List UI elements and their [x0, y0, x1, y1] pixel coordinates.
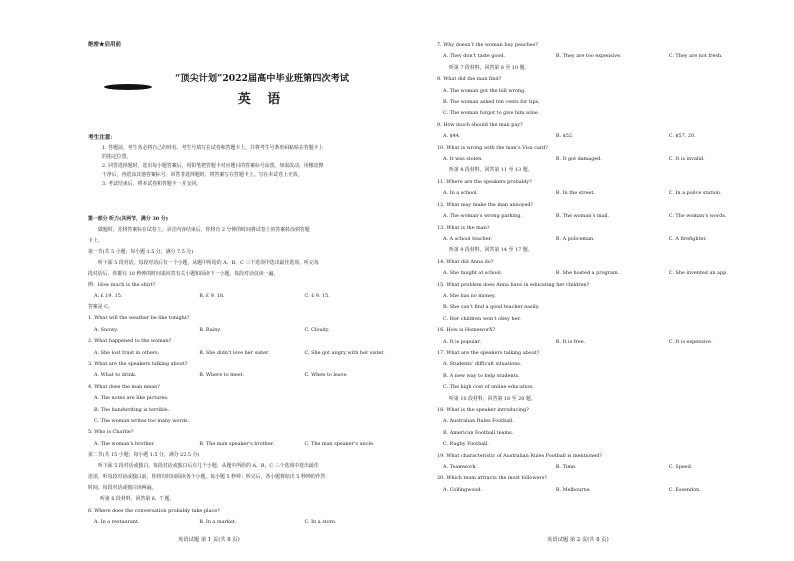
question-18-option: B. American Football teams. [443, 429, 514, 436]
option: A. Collingwood. [443, 486, 483, 493]
option: B. She didn’t love her sister. [199, 349, 270, 356]
question-11: 11. Where are the speakers probably? [437, 178, 532, 185]
option: B. $52. [555, 133, 574, 140]
instruction-line: 1. 答题前，考生务必将自己的姓名、考生号填写在试卷和答题卡上，并将考生号条形码粘贴在答题卡上 [102, 145, 324, 151]
option: B. Melbourne. [555, 486, 592, 493]
option: C. Essendon. [668, 486, 701, 493]
option: C. Speed. [668, 464, 693, 471]
option: C. The man speaker’s uncle. [304, 440, 375, 447]
exam-title: “顶尖计划”2022届高中毕业班第四次考试 [175, 73, 349, 84]
option: B. Time. [555, 464, 577, 471]
instruction-line: 3. 考试结束后，将本试卷和答题卡一并交回。 [102, 181, 202, 187]
question-12: 12. What may make the man annoyed? [437, 201, 534, 208]
listening-section [88, 214, 410, 529]
question-15-option: C. Her children won’t obey her. [443, 315, 521, 322]
question-8-option: A. The woman got the bill wrong. [443, 87, 526, 94]
option: A. She lost trust in others. [94, 349, 160, 356]
option: A. In a school. [443, 190, 479, 197]
option: A. Snowy. [94, 326, 118, 333]
question-13: 13. What is the man? [437, 224, 490, 231]
example-options [88, 291, 410, 302]
option: B. £ 9. 18. [199, 293, 225, 299]
question-17: 17. What are the speakers talking about? [437, 349, 540, 356]
section1-text: 段对话后，你都有 10 秒钟的时间来回答有关小题和阅读下一小题。每段对话仅读一遍。 [88, 271, 279, 277]
question-9: 9. How much should the man pay? [437, 121, 523, 128]
option: A. $44. [443, 133, 461, 140]
option: C. A firefighter. [668, 235, 707, 242]
question-5-options [88, 439, 410, 450]
material-note: 听第 8 段材料，回答第 11 至 13 题。 [449, 167, 533, 174]
question-9-options [437, 131, 782, 142]
option: C. The woman’s words. [668, 213, 727, 220]
section2-title: 第二节(共 15 小题；每小题 1.5 分，满分 22.5 分) [88, 452, 200, 459]
option: B. The man speaker’s brother. [199, 440, 275, 447]
material-note: 听第 7 段材料，回答第 8 至 10 题。 [449, 64, 530, 71]
question-7: 7. Why doesn’t the woman buy peaches? [437, 42, 538, 48]
question-1-options [88, 325, 410, 336]
option: A. It is popular. [443, 338, 481, 345]
example-question: 例：How much is the shirt? [88, 282, 156, 288]
section1-title: 第一节(共 5 小题；每小题 1.5 分，满分 7.5 分) [88, 249, 194, 255]
question-6: 6. Where does the conversation probably take place? [88, 507, 220, 514]
option: A. The woman’s wrong parking. [443, 213, 523, 220]
exam-instructions [88, 132, 408, 189]
question-4: 4. What does the man mean? [88, 383, 160, 390]
option: C. They are not fresh. [668, 53, 723, 60]
option: A. She taught at school. [443, 270, 503, 277]
section2-text: 选项。听每段对话或独白前，你将有时间阅读各个小题，每小题 5 秒钟；听完后，各小题将给出 5 秒钟的作答 [88, 474, 326, 481]
option: B. Where to meet. [199, 372, 245, 379]
option: B. They are too expensive. [555, 53, 622, 60]
page-footer: 英语试题 第 1 页(共 8 页) [178, 537, 240, 543]
option: C. She got angry with her sister. [304, 349, 385, 356]
page-footer: 英语试题 第 2 页(共 8 页) [547, 537, 609, 543]
option: A. They don’t taste good. [443, 53, 506, 60]
question-15-option: A. She has no money. [443, 292, 496, 299]
material-note: 听第 9 段材料，回答第 14 至 17 题。 [449, 247, 533, 254]
question-12-options [437, 211, 782, 222]
question-20-options [437, 485, 782, 496]
part1-text: 卡上。 [88, 238, 103, 244]
subject-title: 英 语 [237, 92, 287, 107]
question-8-option: C. The woman forgot to give him wine. [443, 110, 540, 117]
question-4-option: A. The notes are like pictures. [94, 395, 169, 402]
option: B. It got damaged. [555, 156, 602, 163]
option: C. £ 9. 15. [304, 293, 330, 299]
option: A. It was stolen. [443, 156, 483, 163]
question-18: 18. What is the speaker introducing? [437, 407, 529, 413]
option: C. Cloudy. [304, 326, 330, 333]
option: B. Rainy. [199, 326, 222, 333]
question-14: 14. What did Anna do? [437, 258, 494, 265]
option: A. Teamwork. [443, 464, 477, 471]
question-6-options [88, 517, 410, 528]
question-8: 8. What did the man find? [437, 76, 502, 83]
option: A. £ 19. 15. [94, 293, 123, 299]
question-2-options [88, 348, 410, 359]
section1-text: 听下面 5 段对话。每段对话后有一个小题，从题中所给的 A、B、C 三个选项中选出最佳选项。听完每 [98, 260, 319, 266]
part1-text: 做题时，先将答案标在试卷上。录音内容结束后，你将有 2 分钟的时间将试卷上的答案转涂到答题 [98, 227, 310, 233]
question-17-option: C. The high cost of online education. [443, 384, 534, 391]
exam-page-2 [397, 0, 794, 561]
option: C. When to leave. [304, 372, 348, 379]
option: B. A policeman. [555, 235, 595, 242]
question-18-option: A. Australian Rules Football. [443, 418, 514, 425]
question-3: 3. What are the speakers talking about? [88, 361, 188, 368]
question-16-options [437, 337, 782, 348]
question-20: 20. Which team attracts the most followers? [437, 475, 547, 482]
confidential-label: 绝密★启用前 [88, 42, 122, 48]
question-14-options [437, 268, 782, 279]
option: C. $57. 20. [668, 133, 696, 140]
question-11-options [437, 188, 782, 199]
question-10: 10. What is wrong with the man’s Visa card? [437, 144, 548, 151]
question-4-option: C. The woman writes too many words. [94, 418, 190, 425]
option: B. In the street. [555, 190, 595, 197]
section2-text: 听下面 5 段对话或独白。每段对话或独白后有几个小题，从题中所给的 A、B、C 三个选项中选出最佳 [98, 463, 319, 470]
question-2: 2. What happened to the woman? [88, 338, 172, 345]
material-note: 听第 6 段材料，回答第 6、7 题。 [100, 496, 175, 503]
questions-column [437, 40, 782, 496]
option: B. It is free. [555, 338, 586, 345]
option: A. The woman’s brother. [94, 440, 155, 447]
option: A. What to drink. [94, 372, 137, 379]
question-8-option: B. The woman asked ten cents for tips. [443, 99, 540, 106]
question-1: 1. What will the weather be like tonight? [88, 315, 190, 322]
exam-header [132, 70, 392, 107]
question-4-option: B. The handwriting is terrible. [94, 406, 170, 413]
question-19: 19. What characteristic of Australian Rules Football is mentioned? [437, 452, 602, 459]
question-17-option: B. A new way to help students. [443, 372, 520, 379]
instruction-line: 的指定位置。 [102, 154, 132, 160]
option: A. A school teacher. [443, 235, 493, 242]
question-15: 15. What problem does Anna have in educating her children? [437, 281, 590, 288]
question-17-option: A. Students’ difficult situations. [443, 361, 522, 368]
question-10-options [437, 154, 782, 165]
instruction-line: 干净后，再选涂其他答案标号。回答非选择题时，将答案写在答题卡上。写在本试卷上无效。 [102, 172, 303, 178]
question-3-options [88, 370, 410, 381]
option: B. She hosted a program. [555, 270, 620, 277]
option: B. The woman’s mail. [555, 213, 610, 220]
question-7-options [437, 51, 782, 62]
question-16: 16. How is HomeworX? [437, 327, 496, 334]
option: B. In a market. [199, 519, 237, 526]
instruction-line: 2. 回答选择题时，选出每小题答案后，用铅笔把答题卡对应题目的答案标号涂黑。如需改动，用橡皮擦 [102, 163, 324, 169]
question-13-options [437, 234, 782, 245]
instructions-heading: 考生注意： [88, 135, 116, 141]
question-19-options [437, 462, 782, 473]
question-15-option: B. She can’t find a good teacher easily. [443, 304, 540, 311]
option: C. It is invalid. [668, 156, 705, 163]
option: C. In a police station. [668, 190, 722, 197]
option: C. It is expensive. [668, 338, 713, 345]
section2-text: 时间。每段对话或独白读两遍。 [88, 485, 157, 492]
question-5: 5. Who is Charlie? [88, 429, 134, 436]
question-18-option: C. Rugby Football. [443, 441, 489, 448]
option: C. She invented an app. [668, 270, 728, 277]
option: C. In a store. [304, 519, 337, 526]
part1-title: 第一部分 听力(共两节，满分 30 分) [88, 216, 169, 222]
option: A. In a restaurant. [94, 519, 140, 526]
material-note: 听第 10 段材料，回答第 18 至 20 题。 [449, 395, 536, 402]
example-answer: 答案是 C。 [88, 304, 113, 311]
